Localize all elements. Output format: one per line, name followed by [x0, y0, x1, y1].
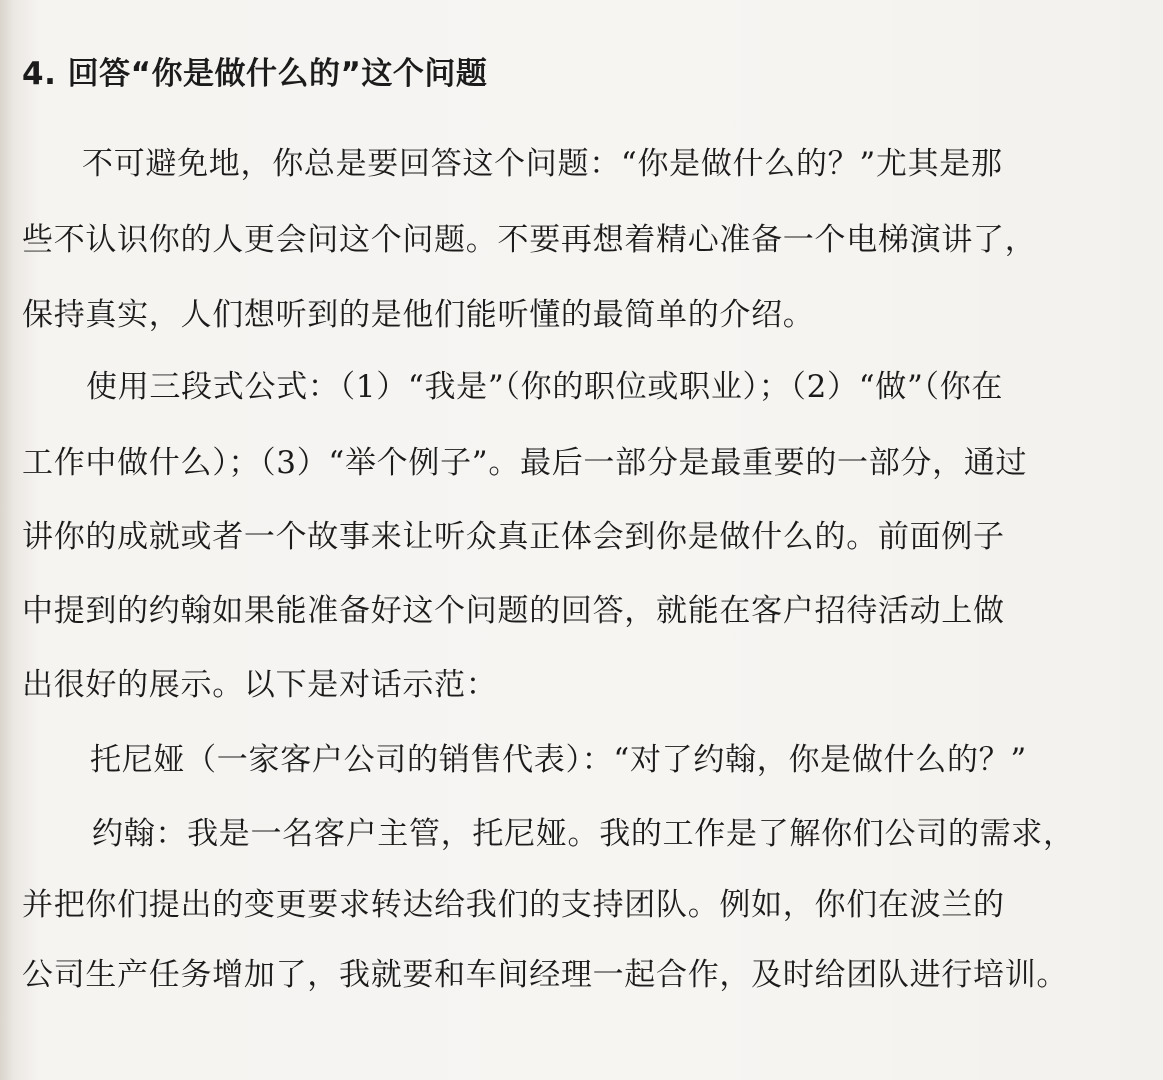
paragraph-3-line-1: 托尼娅（一家客户公司的销售代表）：“对了约翰，你是做什么的？”	[90, 742, 1027, 778]
paragraph-1-line-3: 保持真实，人们想听到的是他们能听懂的最简单的介绍。	[22, 297, 815, 333]
paragraph-4-line-1: 约翰：我是一名客户主管，托尼娅。我的工作是了解你们公司的需求，	[92, 816, 1075, 852]
paragraph-1-line-1: 不可避免地，你总是要回答这个问题：“你是做什么的？”尤其是那	[82, 146, 1003, 182]
paragraph-4-line-2: 并把你们提出的变更要求转达给我们的支持团队。例如，你们在波兰的	[22, 887, 1005, 923]
paragraph-2-line-1: 使用三段式公式：（1）“我是”（你的职位或职业）；（2）“做”（你在	[86, 369, 1004, 405]
paragraph-4-line-3: 公司生产任务增加了，我就要和车间经理一起合作，及时给团队进行培训。	[22, 957, 1069, 993]
section-heading: 4. 回答“你是做什么的”这个问题	[22, 56, 488, 92]
paragraph-2-line-4: 中提到的约翰如果能准备好这个问题的回答，就能在客户招待活动上做	[22, 593, 1005, 629]
paragraph-1-line-2: 些不认识你的人更会问这个问题。不要再想着精心准备一个电梯演讲了，	[22, 222, 1037, 258]
paragraph-2-line-5: 出很好的展示。以下是对话示范：	[22, 667, 498, 703]
paragraph-2-line-2: 工作中做什么）；（3）“举个例子”。最后一部分是最重要的一部分，通过	[22, 445, 1028, 481]
paragraph-2-line-3: 讲你的成就或者一个故事来让听众真正体会到你是做什么的。前面例子	[22, 519, 1005, 555]
